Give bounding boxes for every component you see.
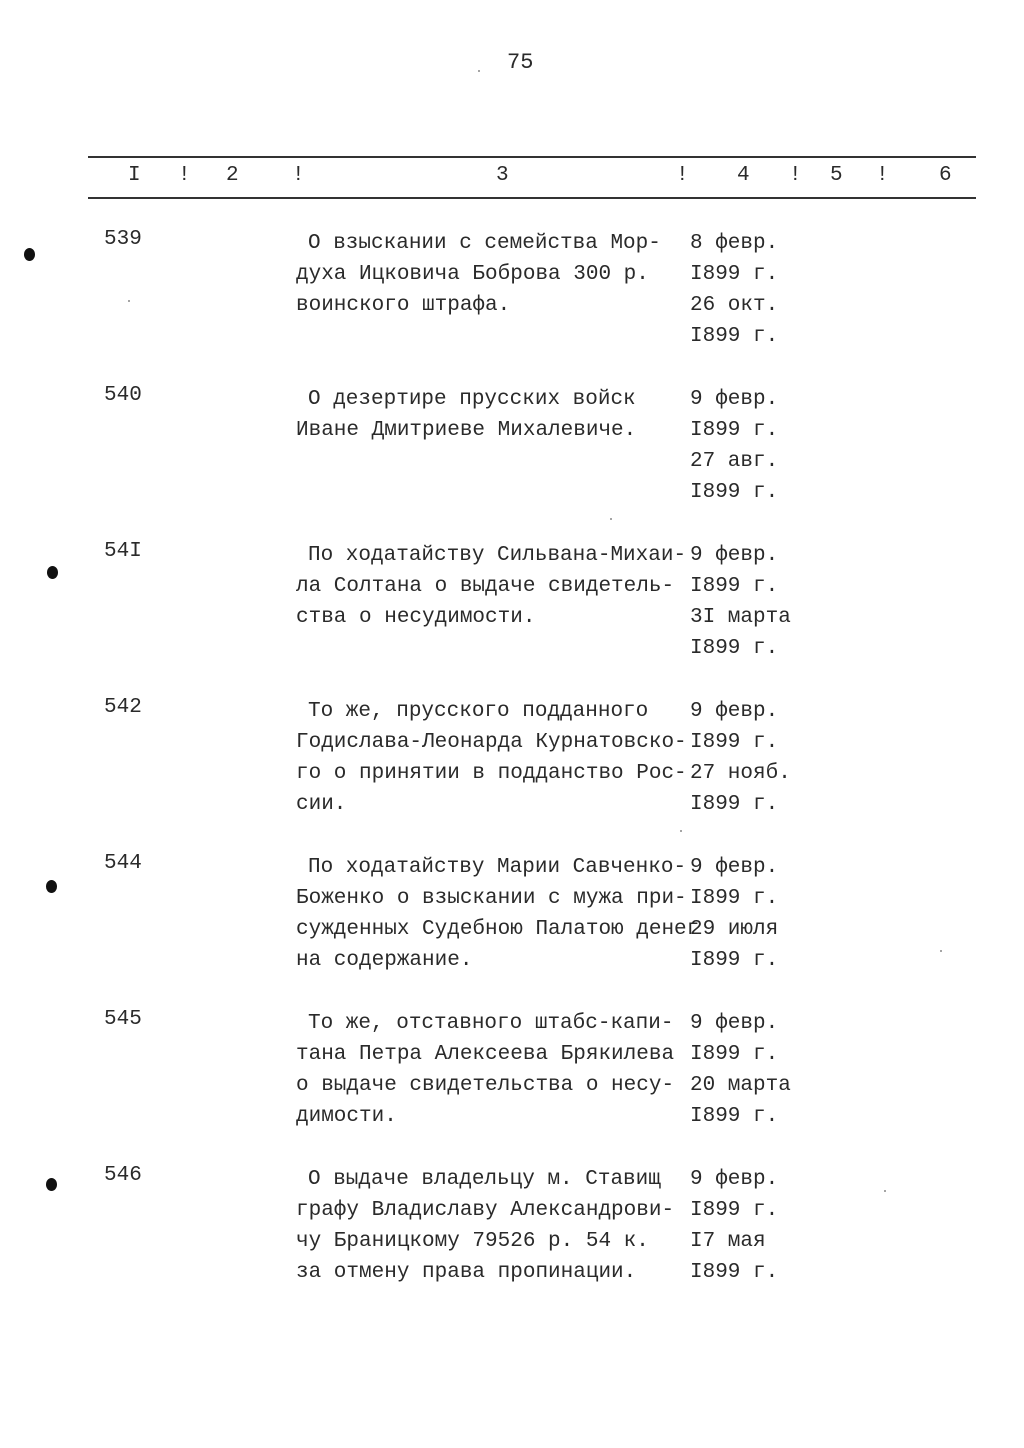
- scan-speck: [884, 1190, 886, 1192]
- date-line: I899 г.: [690, 1105, 779, 1128]
- entry-dates: [690, 540, 830, 664]
- scan-speck: [610, 518, 612, 520]
- table-row: [0, 1164, 1024, 1324]
- column-separator: !: [292, 164, 305, 187]
- scan-speck: [128, 300, 130, 302]
- date-line: I899 г.: [690, 575, 779, 598]
- date-line: 3I марта: [690, 606, 791, 629]
- date-line: I899 г.: [690, 793, 779, 816]
- date-line: 27 авг.: [690, 450, 779, 473]
- column-5-header: 5: [830, 164, 843, 187]
- entry-dates: [690, 384, 830, 508]
- date-line: 9 февр.: [690, 388, 779, 411]
- description-line: сии.: [296, 793, 347, 816]
- description-line: По ходатайству Сильвана-Михаи-: [308, 544, 687, 567]
- description-line: О дезертире прусских войск: [308, 388, 636, 411]
- column-2-header: 2: [226, 164, 239, 187]
- date-line: 20 марта: [690, 1074, 791, 1097]
- description-line: чу Браницкому 79526 р. 54 к.: [296, 1230, 649, 1253]
- scan-speck: [940, 950, 942, 952]
- description-line: о выдаче свидетельства о несу-: [296, 1074, 675, 1097]
- punch-hole: [24, 248, 35, 261]
- column-separator: !: [789, 164, 802, 187]
- description-line: графу Владиславу Александрови-: [296, 1199, 675, 1222]
- header-top-rule: [88, 156, 976, 158]
- column-1-header: I: [128, 164, 141, 187]
- description-line: воинского штрафа.: [296, 294, 511, 317]
- entry-number: 540: [104, 384, 142, 407]
- date-line: I7 мая: [690, 1230, 766, 1253]
- description-line: ла Солтана о выдаче свидетель-: [296, 575, 675, 598]
- description-line: Иване Дмитриеве Михалевиче.: [296, 419, 637, 442]
- date-line: 8 февр.: [690, 232, 779, 255]
- description-line: То же, отставного штабс-капи-: [308, 1012, 674, 1035]
- description-line: О взыскании с семейства Мор-: [308, 232, 661, 255]
- entry-description: [296, 228, 696, 321]
- column-separator: !: [178, 164, 191, 187]
- description-line: Боженко о взыскании с мужа при-: [296, 887, 687, 910]
- entry-dates: [690, 1164, 830, 1288]
- description-line: духа Ицковича Боброва 300 р.: [296, 263, 649, 286]
- entry-dates: [690, 852, 830, 976]
- entry-dates: [690, 228, 830, 352]
- entry-description: [296, 384, 696, 446]
- date-line: 9 февр.: [690, 544, 779, 567]
- entry-description: [296, 852, 700, 976]
- column-6-header: 6: [939, 164, 952, 187]
- date-line: I899 г.: [690, 949, 779, 972]
- column-3-header: 3: [496, 164, 509, 187]
- punch-hole: [46, 1178, 57, 1191]
- scan-speck: [478, 70, 480, 72]
- entry-number: 544: [104, 852, 142, 875]
- date-line: 29 июля: [690, 918, 779, 941]
- date-line: I899 г.: [690, 263, 779, 286]
- date-line: 27 нояб.: [690, 762, 791, 785]
- page-number: 75: [507, 50, 534, 75]
- date-line: 9 февр.: [690, 1168, 779, 1191]
- description-line: ства о несудимости.: [296, 606, 536, 629]
- date-line: 9 февр.: [690, 856, 779, 879]
- entry-dates: [690, 1008, 830, 1132]
- table-row: [0, 696, 1024, 856]
- description-line: тана Петра Алексеева Брякилева: [296, 1043, 675, 1066]
- entry-number: 54I: [104, 540, 142, 563]
- column-separator: !: [876, 164, 889, 187]
- column-4-header: 4: [737, 164, 750, 187]
- date-line: 9 февр.: [690, 700, 779, 723]
- description-line: О выдаче владельцу м. Ставищ: [308, 1168, 661, 1191]
- date-line: I899 г.: [690, 1261, 779, 1284]
- punch-hole: [47, 566, 58, 579]
- date-line: I899 г.: [690, 1043, 779, 1066]
- table-row: [0, 228, 1024, 388]
- table-row: [0, 384, 1024, 544]
- table-row: [0, 540, 1024, 700]
- description-line: за отмену права пропинации.: [296, 1261, 637, 1284]
- entry-description: [296, 1008, 696, 1132]
- date-line: I899 г.: [690, 887, 779, 910]
- description-line: Годислава-Леонарда Курнатовско-: [296, 731, 687, 754]
- date-line: I899 г.: [690, 637, 779, 660]
- date-line: I899 г.: [690, 325, 779, 348]
- date-line: I899 г.: [690, 731, 779, 754]
- date-line: 26 окт.: [690, 294, 779, 317]
- entry-description: [296, 696, 696, 820]
- entry-number: 545: [104, 1008, 142, 1031]
- description-line: димости.: [296, 1105, 397, 1128]
- entry-number: 546: [104, 1164, 142, 1187]
- scan-speck: [680, 830, 682, 832]
- description-line: По ходатайству Марии Савченко-: [308, 856, 687, 879]
- entry-description: [296, 1164, 696, 1288]
- description-line: сужденных Судебною Палатою денег: [296, 918, 700, 941]
- column-separator: !: [676, 164, 689, 187]
- table-row: [0, 852, 1024, 1012]
- entry-number: 539: [104, 228, 142, 251]
- entry-description: [296, 540, 696, 633]
- entry-dates: [690, 696, 830, 820]
- description-line: го о принятии в подданство Рос-: [296, 762, 687, 785]
- header-bottom-rule: [88, 197, 976, 199]
- punch-hole: [46, 880, 57, 893]
- description-line: на содержание.: [296, 949, 473, 972]
- description-line: То же, прусского подданного: [308, 700, 649, 723]
- table-row: [0, 1008, 1024, 1168]
- entry-number: 542: [104, 696, 142, 719]
- date-line: I899 г.: [690, 419, 779, 442]
- date-line: I899 г.: [690, 1199, 779, 1222]
- date-line: I899 г.: [690, 481, 779, 504]
- date-line: 9 февр.: [690, 1012, 779, 1035]
